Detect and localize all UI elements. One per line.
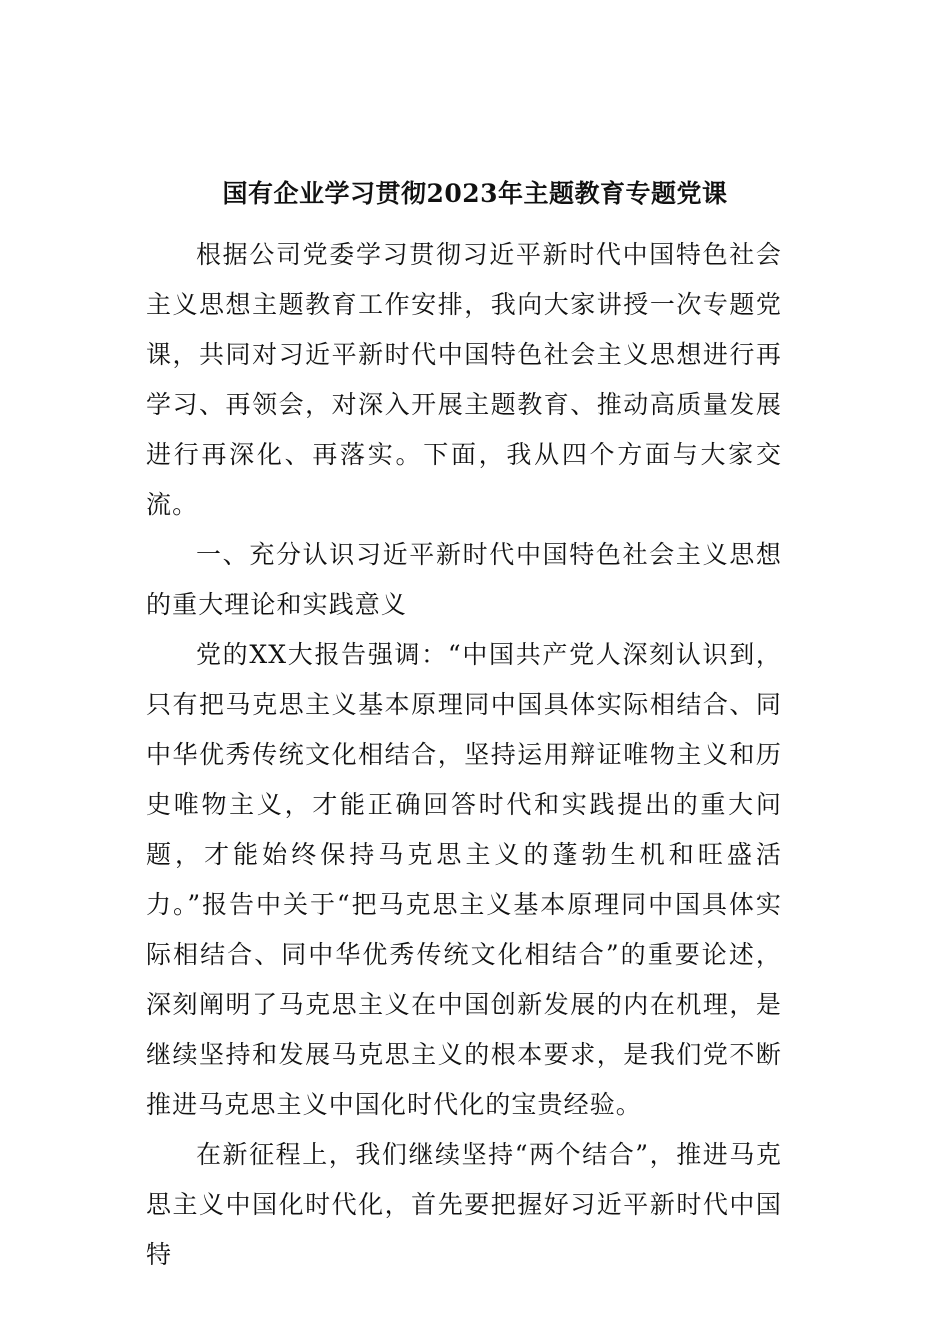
- section-heading-1: 一、充分认识习近平新时代中国特色社会主义思想的重大理论和实践意义: [146, 540, 782, 619]
- document-title: 国有企业学习贯彻2023年主题教育专题党课: [222, 178, 728, 208]
- document-body: [146, 230, 782, 1280]
- paragraph-intro: 根据公司党委学习贯彻习近平新时代中国特色社会主义思想主题教育工作安排，我向大家讲授一次专题党课，共同对习近平新时代中国特色社会主义思想进行再学习、再领会，对深入开展主题教育、推动高质量发展进行再深化、再落实。下面，我从四个方面与大家交流。: [146, 240, 782, 519]
- paragraph-quote: 党的XX大报告强调：“中国共产党人深刻认识到，只有把马克思主义基本原理同中国具体实际相结合、同中华优秀传统文化相结合，坚持运用辩证唯物主义和历史唯物主义，才能正确回答时代和实践提出的重大问题，才能始终保持马克思主义的蓬勃生机和旺盛活力。”报告中关于“把马克思主义基本原理同中国具体实际相结合、同中华优秀传统文化相结合”的重要论述，深刻阐明了马克思主义在中国创新发展的内在机理，是继续坚持和发展马克思主义的根本要求，是我们党不断推进马克思主义中国化时代化的宝贵经验。: [146, 640, 782, 1119]
- paragraph-continuation: 在新征程上，我们继续坚持“两个结合”，推进马克思主义中国化时代化，首先要把握好习近平新时代中国特: [146, 1140, 782, 1269]
